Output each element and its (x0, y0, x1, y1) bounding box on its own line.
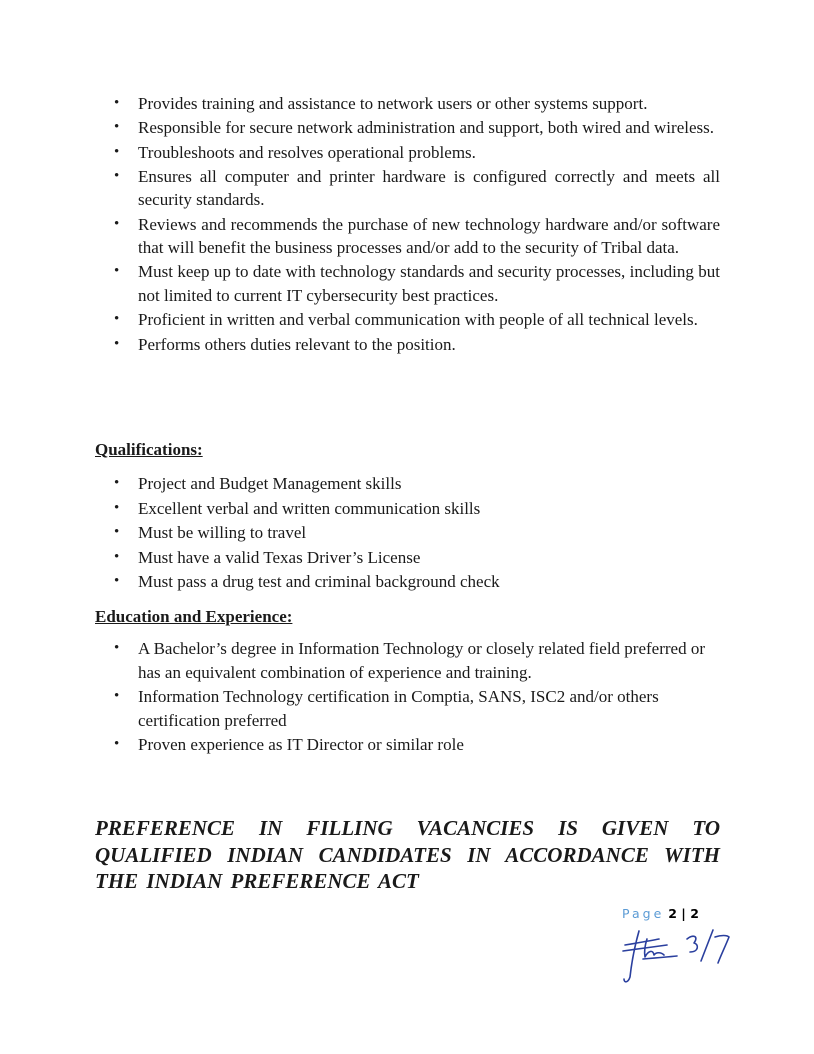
preference-notice: PREFERENCE IN FILLING VACANCIES IS GIVEN TO QUALIFIED INDIAN CANDIDATES IN ACCORDANCE WITH THE INDIAN PREFERENCE ACT (95, 816, 720, 893)
page-number-value: 2 | 2 (668, 906, 699, 921)
list-item: • Performs others duties relevant to the position. (95, 333, 720, 357)
bullet-icon: • (114, 143, 120, 160)
list-item: • Must pass a drug test and criminal background check (95, 570, 720, 594)
duties-list (95, 92, 720, 357)
education-list (95, 637, 720, 758)
bullet-icon: • (114, 263, 120, 280)
signature-stroke (715, 936, 729, 964)
list-item: • Troubleshoots and resolves operational problems. (95, 141, 720, 165)
bullet-icon: • (114, 119, 120, 136)
list-item: • Responsible for secure network administration and support, both wired and wireless. (95, 116, 720, 140)
bullet-icon: • (114, 167, 120, 184)
handwritten-signature (615, 925, 735, 985)
list-item: • Project and Budget Management skills (95, 472, 720, 496)
list-item: • Excellent verbal and written communication skills (95, 497, 720, 521)
list-item: • Must keep up to date with technology standards and security processes, including but not limited to current IT cybersecurity best practices. (114, 262, 720, 305)
bullet-icon: • (114, 573, 120, 589)
list-item: • Provides training and assistance to network users or other systems support. (95, 92, 720, 116)
qualifications-list (95, 472, 720, 595)
bullet-icon: • (114, 736, 120, 752)
signature-stroke (701, 930, 713, 961)
bullet-icon: • (114, 95, 120, 111)
bullet-icon: • (114, 335, 120, 352)
list-item: • Information Technology certification in Comptia, SANS, ISC2 and/or others certification preferred (114, 687, 659, 730)
signature-stroke (625, 939, 659, 945)
signature-stroke (624, 931, 639, 982)
list-item: • Must be willing to travel (95, 521, 720, 545)
list-item: • A Bachelor’s degree in Information Technology or closely related field preferred or has an equivalent combination of experience and training. (114, 639, 705, 682)
qualifications-heading: Qualifications: (95, 440, 203, 459)
list-item: • Proven experience as IT Director or similar role (95, 733, 720, 757)
list-item: • Ensures all computer and printer hardware is configured correctly and meets all security standards. (114, 166, 720, 210)
bullet-icon: • (114, 499, 120, 516)
bullet-icon: • (114, 688, 120, 704)
bullet-icon: • (114, 311, 120, 328)
page-label: Page (622, 906, 665, 921)
list-item: • Reviews and recommends the purchase of new technology hardware and/or software that will benefit the business processes and/or add to the security of Tribal data. (114, 214, 720, 258)
bullet-icon: • (114, 640, 120, 656)
signature-stroke (687, 936, 697, 952)
list-item: • Proficient in written and verbal communication with people of all technical levels. (95, 308, 720, 332)
page-number (622, 906, 699, 921)
bullet-icon: • (114, 548, 120, 565)
education-heading: Education and Experience: (95, 607, 293, 626)
list-item: • Must have a valid Texas Driver’s License (95, 546, 720, 570)
bullet-icon: • (114, 215, 120, 232)
bullet-icon: • (114, 475, 120, 491)
signature-stroke (643, 956, 677, 959)
bullet-icon: • (114, 524, 120, 540)
